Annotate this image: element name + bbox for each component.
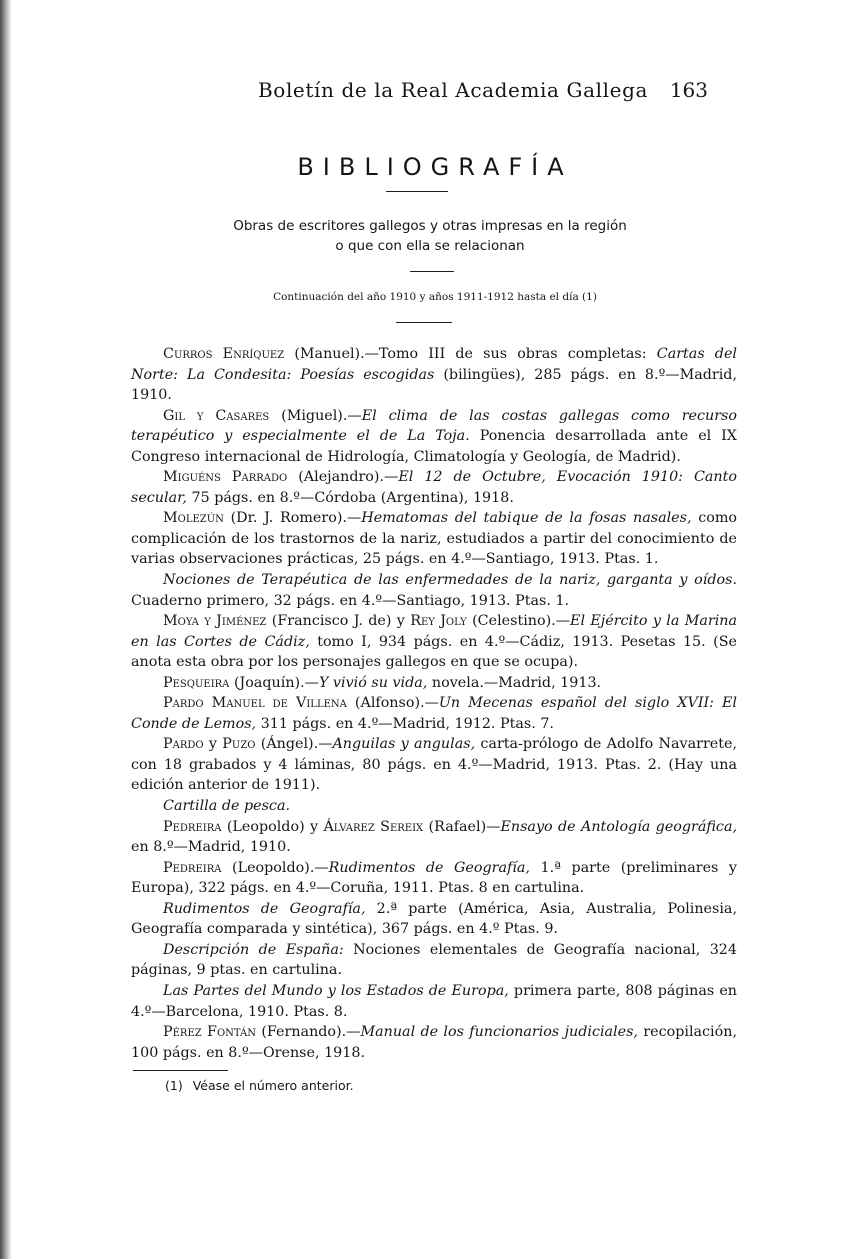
- entry-text: 311 págs. en 4.º—Madrid, 1912. Ptas. 7.: [256, 715, 554, 732]
- entry-text: (Leopoldo) y: [221, 818, 324, 835]
- entry-text: Cuaderno primero, 32 págs. en 4.º—Santiago, 1913. Ptas. 1.: [131, 592, 570, 609]
- entry-text: 2.ª parte (América, Asia, Australia, Polinesia, Geografía comparada y sintética), 367 págs. en 4.º Ptas. 9.: [131, 900, 737, 938]
- entry-title: Nociones de Terapéutica de las enfermedades de la nariz, garganta y oídos.: [163, 572, 737, 589]
- entry-text: tomo I, 934 págs. en 4.º—Cádiz, 1913. Pesetas 15. (Se anota esta obra por los personajes gallegos en que se ocupa).: [131, 633, 737, 671]
- bibliography-entry: [131, 734, 737, 796]
- footnote-mark: (1): [165, 1078, 183, 1093]
- entry-text: y: [203, 736, 223, 753]
- entry-text: 1.ª parte (preliminares y Europa), 322 págs. en 4.º—Coruña, 1911. Ptas. 8 en cartulina.: [131, 859, 737, 897]
- scanned-page-edge: [0, 0, 12, 1259]
- entry-author: Álvarez Sereix: [323, 818, 424, 835]
- entry-title: El Ejército y la Marina en las Cortes de Cádiz,: [131, 613, 737, 650]
- entry-text: primera parte, 808 páginas en 4.º—Barcelona, 1910. Ptas. 8.: [131, 982, 738, 1020]
- bibliography-entry: [131, 611, 737, 673]
- entry-text: como complicación de los trastornos de la nariz, estudiados a partir del conocimiento de varias observaciones prácticas, 25 págs. en 4.º—Santiago, 1913. Ptas. 1.: [131, 510, 738, 568]
- entry-text: (Celestino).—: [466, 613, 571, 630]
- entry-text: en 8.º—Madrid, 1910.: [131, 839, 291, 856]
- footnote-text: Véase el número anterior.: [192, 1078, 354, 1093]
- entry-title: Hematomas del tabique de la fosas nasales,: [361, 510, 692, 527]
- entry-title: Manual de los funcionarios judiciales,: [360, 1024, 638, 1041]
- entry-text: (Rafael)—: [423, 818, 501, 835]
- footnote: [165, 1078, 354, 1093]
- section-title: BIBLIOGRAFÍA: [297, 153, 573, 181]
- entry-author: Curros Enríquez: [163, 346, 285, 362]
- bibliography-entry: [131, 344, 737, 406]
- entry-author: Pardo Manuel de Villena: [163, 695, 347, 712]
- bibliography-entry: [131, 467, 737, 508]
- title-divider: [386, 191, 448, 192]
- entry-title: Rudimentos de Geografía,: [328, 859, 530, 876]
- continuation-note: Continuación del año 1910 y años 1911-1912 hasta el día (1): [273, 291, 597, 303]
- bibliography-entry: [131, 406, 737, 468]
- bibliography-entry: [131, 570, 737, 611]
- entry-title: El 12 de Octubre, Evocación 1910: Canto secular,: [131, 469, 737, 506]
- entry-title: Rudimentos de Geografía,: [163, 900, 366, 917]
- entry-title: Ensayo de Antología geográfica,: [500, 818, 738, 835]
- running-header: [160, 78, 720, 108]
- entry-title: Cartilla de pesca.: [163, 798, 291, 815]
- bibliography-entry: [131, 693, 737, 734]
- entry-text: (Leopoldo).—: [221, 859, 329, 876]
- entry-text: 75 págs. en 8.º—Córdoba (Argentina), 1918.: [186, 489, 514, 506]
- bibliography-entry: [131, 899, 737, 940]
- entry-author: Gil y Casares: [163, 407, 270, 424]
- entry-title: Un Mecenas español del siglo XVII: El Conde de Lemos,: [131, 695, 737, 732]
- entry-author: Pesqueira: [163, 674, 230, 691]
- entry-text: (Fernando).—: [256, 1024, 361, 1041]
- note-divider: [396, 322, 452, 323]
- entry-author: Pardo: [163, 736, 204, 753]
- entry-author: Pedreira: [163, 859, 222, 876]
- entry-text: (Alfonso).—: [346, 695, 439, 712]
- entry-title: Descripción de España:: [163, 941, 344, 958]
- journal-title: Boletín de la Real Academia Gallega: [258, 78, 648, 102]
- entry-text: recopilación, 100 págs. en 8.º—Orense, 1918.: [131, 1024, 737, 1061]
- bibliography-entry: [131, 858, 737, 899]
- entry-text: (Alejandro).—: [287, 469, 399, 486]
- bibliography-entry: [131, 981, 737, 1022]
- entry-author: Molezún: [163, 510, 224, 527]
- entry-author: Puzo: [222, 736, 256, 753]
- page-number: 163: [669, 78, 708, 102]
- entry-author: Pérez Fontán: [163, 1024, 256, 1041]
- subtitle-line-2: o que con ella se relacionan: [335, 238, 525, 254]
- subtitle-line-1: Obras de escritores gallegos y otras impresas en la región: [233, 218, 627, 234]
- entry-author: Miguéns Parrado: [163, 469, 288, 486]
- bibliography-entry: [131, 796, 737, 817]
- footnote-rule: [133, 1070, 228, 1071]
- entry-text: carta-prólogo de Adolfo Navarrete, con 18 grabados y 4 láminas, 80 págs. en 4.º—Madrid, 1913. Ptas. 2. (Hay una edición anterior de 1911).: [131, 736, 737, 794]
- entry-title: Anguilas y angulas,: [332, 736, 476, 753]
- entry-text: Ponencia desarrollada ante el IX Congreso internacional de Hidrología, Climatología y Geología, de Madrid).: [131, 428, 737, 465]
- entry-author: Moya y Jiménez: [163, 613, 267, 630]
- entry-title: Cartas del Norte: La Condesita: Poesías escogidas: [131, 346, 737, 383]
- entry-text: (Manuel).—Tomo III de sus obras completas:: [284, 346, 657, 362]
- entry-title: Y vivió su vida,: [318, 674, 428, 691]
- entry-text: Nociones elementales de Geografía nacional, 324 páginas, 9 ptas. en cartulina.: [131, 941, 738, 979]
- entry-text: (Francisco J. de) y: [266, 613, 411, 630]
- entry-text: novela.—Madrid, 1913.: [427, 674, 602, 691]
- bibliography-entry: [131, 817, 737, 858]
- entry-text: (Ángel).—: [255, 736, 333, 753]
- entry-text: (Dr. J. Romero).—: [223, 510, 362, 527]
- bibliography-entries: [131, 344, 737, 1063]
- bibliography-entry: [131, 508, 737, 570]
- bibliography-entry: [131, 940, 737, 981]
- bibliography-entry: [131, 673, 737, 694]
- entry-text: (Miguel).—: [269, 407, 362, 424]
- entry-title: Las Partes del Mundo y los Estados de Europa,: [163, 982, 509, 999]
- entry-author: Rey Joly: [410, 613, 467, 630]
- bibliography-entry: [131, 1022, 737, 1063]
- entry-title: El clima de las costas gallegas como recurso terapéutico y especialmente el de La Toja.: [131, 407, 737, 445]
- entry-text: (Joaquín).—: [229, 674, 319, 691]
- entry-author: Pedreira: [163, 818, 222, 835]
- entry-text: (bilingües), 285 págs. en 8.º—Madrid, 1910.: [131, 366, 738, 404]
- subtitle-divider: [410, 271, 454, 272]
